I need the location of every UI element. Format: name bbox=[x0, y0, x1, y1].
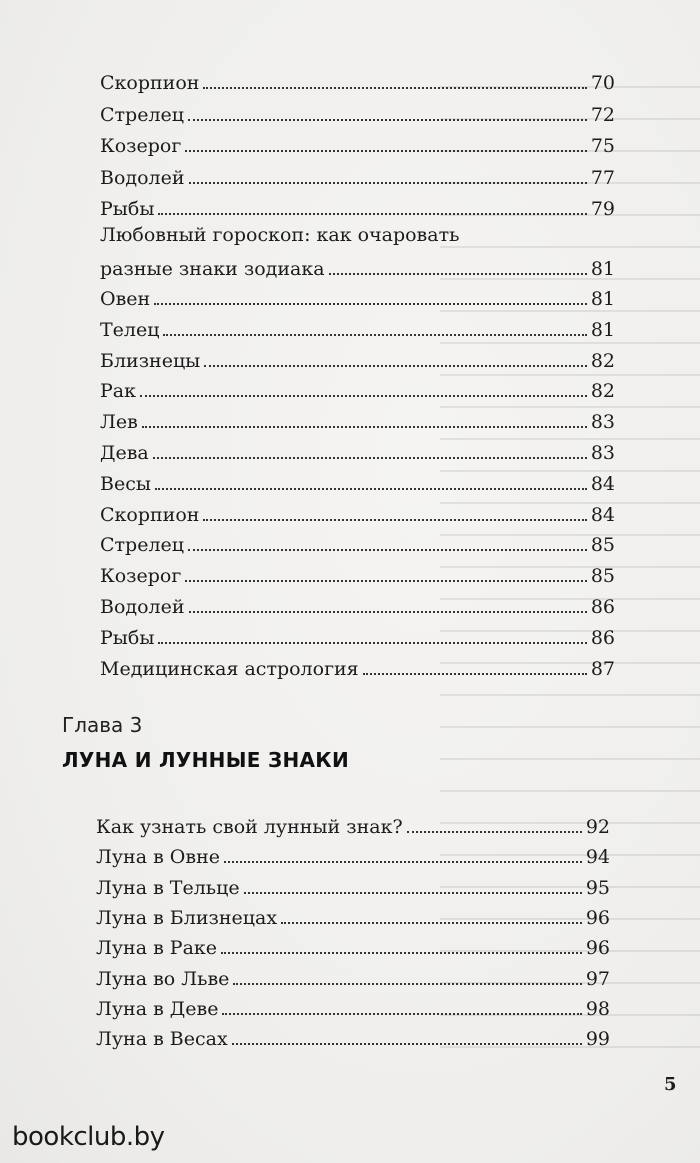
toc-entry-title: Козерог bbox=[100, 135, 182, 158]
toc-entry-page: 81 bbox=[590, 318, 615, 341]
toc-entry-page: 96 bbox=[585, 937, 610, 960]
toc-entry-title: Медицинская астрология bbox=[100, 657, 359, 680]
toc-entry-love-horoscope[interactable] bbox=[100, 250, 615, 280]
toc-entry-page: 72 bbox=[590, 103, 615, 126]
toc-entry[interactable] bbox=[100, 96, 615, 126]
dot-leader bbox=[189, 181, 587, 184]
dot-leader bbox=[407, 830, 582, 833]
toc-entry-title: Стрелец bbox=[100, 534, 184, 557]
toc-entry-page: 83 bbox=[590, 442, 615, 464]
toc-entry-page: 81 bbox=[590, 288, 615, 310]
toc-entry[interactable] bbox=[100, 64, 615, 94]
toc-entry-page: 83 bbox=[590, 411, 615, 434]
toc-entry[interactable] bbox=[100, 619, 615, 649]
dot-leader bbox=[153, 456, 587, 459]
toc-entry-title: Козерог bbox=[100, 565, 182, 588]
dot-leader bbox=[188, 548, 587, 551]
toc-entry[interactable] bbox=[96, 838, 610, 868]
toc-entry[interactable] bbox=[96, 869, 610, 899]
page-number: 5 bbox=[664, 1074, 677, 1095]
toc-entry-title: Водолей bbox=[100, 166, 185, 189]
toc-entry-page: 85 bbox=[590, 534, 615, 557]
dot-leader bbox=[224, 860, 582, 863]
toc-entry[interactable] bbox=[100, 403, 615, 433]
dot-leader bbox=[222, 1012, 581, 1015]
toc-entry-title: Рыбы bbox=[100, 626, 155, 649]
dot-leader bbox=[233, 982, 581, 985]
toc-entry-title: Луна в Близнецах bbox=[96, 906, 278, 929]
toc-entry-page: 97 bbox=[585, 967, 610, 990]
toc-entry-title: Лев bbox=[100, 411, 138, 434]
watermark-logo: bookclub.by bbox=[12, 1122, 165, 1152]
dot-leader bbox=[232, 1042, 582, 1045]
dot-leader bbox=[329, 272, 587, 275]
toc-entry-page: 79 bbox=[590, 198, 615, 221]
dot-leader bbox=[221, 951, 582, 954]
toc-entry[interactable] bbox=[100, 588, 615, 618]
toc-entry-page: 82 bbox=[590, 380, 615, 403]
dot-leader bbox=[154, 302, 587, 305]
dot-leader bbox=[204, 364, 587, 367]
toc-entry-page: 84 bbox=[590, 503, 615, 526]
toc-entry[interactable] bbox=[100, 465, 615, 495]
toc-entry-title: Луна во Льве bbox=[96, 967, 230, 990]
toc-entry-title: Дева bbox=[100, 442, 149, 464]
toc-entry[interactable] bbox=[100, 280, 615, 310]
toc-entry[interactable] bbox=[100, 496, 615, 526]
toc-entry-title: Весы bbox=[100, 472, 151, 495]
toc-entry[interactable] bbox=[96, 990, 610, 1020]
dot-leader bbox=[281, 921, 582, 924]
dot-leader bbox=[188, 118, 587, 121]
chapter-label: Глава 3 bbox=[62, 713, 143, 737]
toc-entry[interactable] bbox=[100, 526, 615, 556]
dot-leader bbox=[189, 610, 587, 613]
toc-entry-title: разные знаки зодиака bbox=[100, 258, 325, 280]
toc-entry-page: 86 bbox=[590, 596, 615, 618]
toc-entry-title: Овен bbox=[100, 288, 151, 310]
toc-entry[interactable] bbox=[100, 190, 615, 220]
toc-entry-page: 75 bbox=[590, 135, 615, 158]
toc-entry-title: Телец bbox=[100, 318, 160, 341]
toc-entry-title: Как узнать свой лунный знак? bbox=[96, 816, 403, 838]
toc-entry[interactable] bbox=[96, 1020, 610, 1050]
toc-entry-title: Луна в Раке bbox=[96, 937, 218, 960]
toc-entry[interactable] bbox=[100, 342, 615, 372]
toc-entry-title: Луна в Деве bbox=[96, 997, 219, 1020]
toc-entry-title: Луна в Тельце bbox=[96, 876, 240, 899]
dot-leader bbox=[363, 672, 587, 675]
toc-entry-page: 82 bbox=[590, 349, 615, 372]
toc-entry-title: Рыбы bbox=[100, 198, 155, 221]
toc-entry-title: Скорпион bbox=[100, 503, 200, 526]
dot-leader bbox=[158, 641, 586, 644]
toc-entry[interactable] bbox=[100, 127, 615, 157]
toc-entry-page: 70 bbox=[590, 72, 615, 94]
toc-entry-title: Стрелец bbox=[100, 103, 184, 126]
dot-leader bbox=[203, 518, 586, 521]
toc-entry-page: 96 bbox=[585, 906, 610, 929]
toc-entry-title: Луна в Овне bbox=[96, 846, 220, 869]
toc-entry-page: 98 bbox=[585, 997, 610, 1020]
toc-entry[interactable] bbox=[100, 311, 615, 341]
toc-entry-page: 86 bbox=[590, 626, 615, 649]
toc-entry[interactable] bbox=[96, 899, 610, 929]
chapter-title: ЛУНА И ЛУННЫЕ ЗНАКИ bbox=[62, 748, 349, 772]
dot-leader bbox=[155, 487, 587, 490]
toc-entry-title: Луна в Весах bbox=[96, 1028, 228, 1051]
dot-leader bbox=[203, 86, 586, 89]
toc-entry[interactable] bbox=[96, 929, 610, 959]
toc-entry-page: 85 bbox=[590, 565, 615, 588]
toc-entry[interactable] bbox=[96, 808, 610, 838]
dot-leader bbox=[142, 425, 587, 428]
toc-entry-love-horoscope-line1: Любовный гороскоп: как очаровать bbox=[100, 224, 460, 246]
toc-entry-page: 94 bbox=[585, 846, 610, 869]
dot-leader bbox=[185, 579, 587, 582]
toc-entry[interactable] bbox=[100, 372, 615, 402]
toc-entry-title: Водолей bbox=[100, 596, 185, 618]
dot-leader bbox=[158, 212, 586, 215]
toc-entry[interactable] bbox=[96, 960, 610, 990]
toc-entry-title: Рак bbox=[100, 380, 136, 403]
toc-entry[interactable] bbox=[100, 434, 615, 464]
dot-leader bbox=[140, 394, 587, 397]
toc-entry-page: 99 bbox=[585, 1028, 610, 1051]
toc-entry-title: Близнецы bbox=[100, 349, 201, 372]
toc-entry-page: 84 bbox=[590, 472, 615, 495]
toc-entry-page: 95 bbox=[585, 876, 610, 899]
toc-entry-title: Скорпион bbox=[100, 72, 200, 94]
dot-leader bbox=[244, 891, 582, 894]
dot-leader bbox=[163, 333, 586, 336]
toc-entry-page: 81 bbox=[590, 258, 615, 280]
dot-leader bbox=[185, 149, 587, 152]
toc-entry-page: 92 bbox=[585, 816, 610, 838]
toc-entry[interactable] bbox=[100, 650, 615, 680]
toc-entry[interactable] bbox=[100, 557, 615, 587]
toc-entry[interactable] bbox=[100, 159, 615, 189]
toc-entry-page: 87 bbox=[590, 657, 615, 680]
toc-entry-page: 77 bbox=[590, 166, 615, 189]
